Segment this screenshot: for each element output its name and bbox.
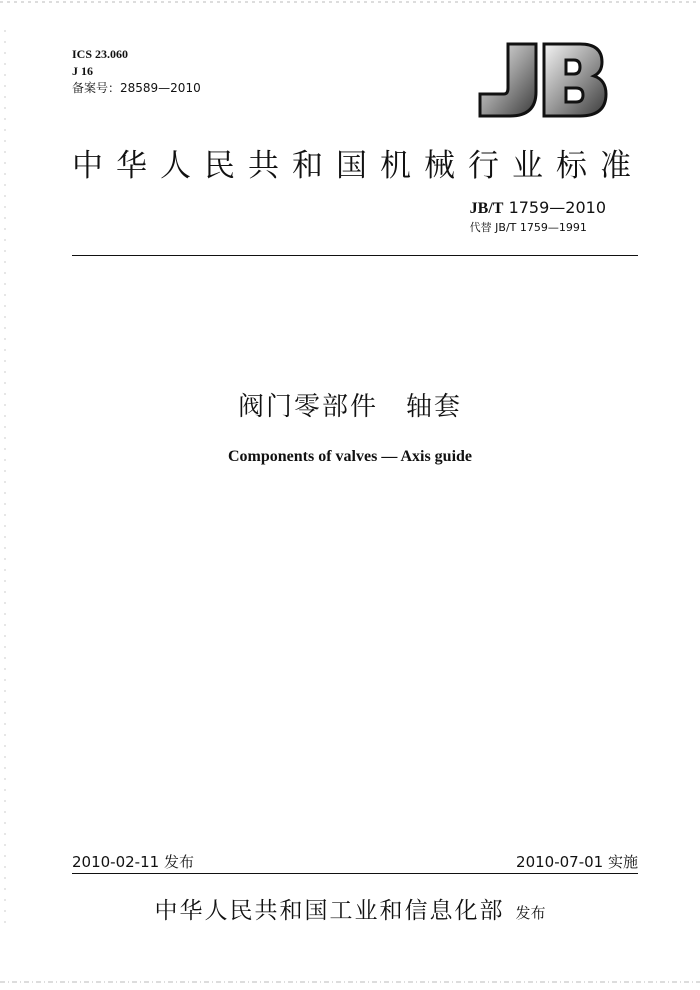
standard-number	[470, 198, 606, 219]
ministry-standard-heading: 中华人民共和国机械行业标准	[72, 148, 644, 184]
issue-date: 2010-02-11 发布	[72, 853, 194, 871]
footer-divider	[72, 873, 638, 874]
standard-prefix: JB/T	[469, 200, 504, 217]
document-title-chinese: 阀门零部件 轴套	[237, 392, 462, 422]
scan-artifact-top	[0, 0, 700, 6]
scan-artifact-left	[3, 30, 7, 930]
document-title-english: Components of valves — Axis guide	[227, 448, 473, 465]
publisher-name: 中华人民共和国工业和信息化部	[154, 898, 505, 924]
classification-block	[72, 46, 201, 97]
replaces-standard: JB/T 1759—1991	[495, 221, 587, 234]
publisher-action: 发布	[515, 904, 546, 922]
standard-number-block	[470, 198, 606, 236]
header-divider	[72, 255, 638, 256]
replaces-label: 代替	[469, 221, 492, 234]
filing-number: 备案号：28589—2010	[72, 81, 201, 95]
ics-code: ICS 23.060	[72, 47, 129, 61]
scan-artifact-bottom	[0, 978, 700, 986]
j-code: J 16	[72, 64, 93, 78]
jb-logo	[478, 40, 608, 120]
replaces-line	[470, 220, 606, 236]
publisher-line	[0, 892, 700, 925]
standard-code: 1759—2010	[508, 198, 606, 217]
effective-date: 2010-07-01 实施	[516, 853, 638, 871]
